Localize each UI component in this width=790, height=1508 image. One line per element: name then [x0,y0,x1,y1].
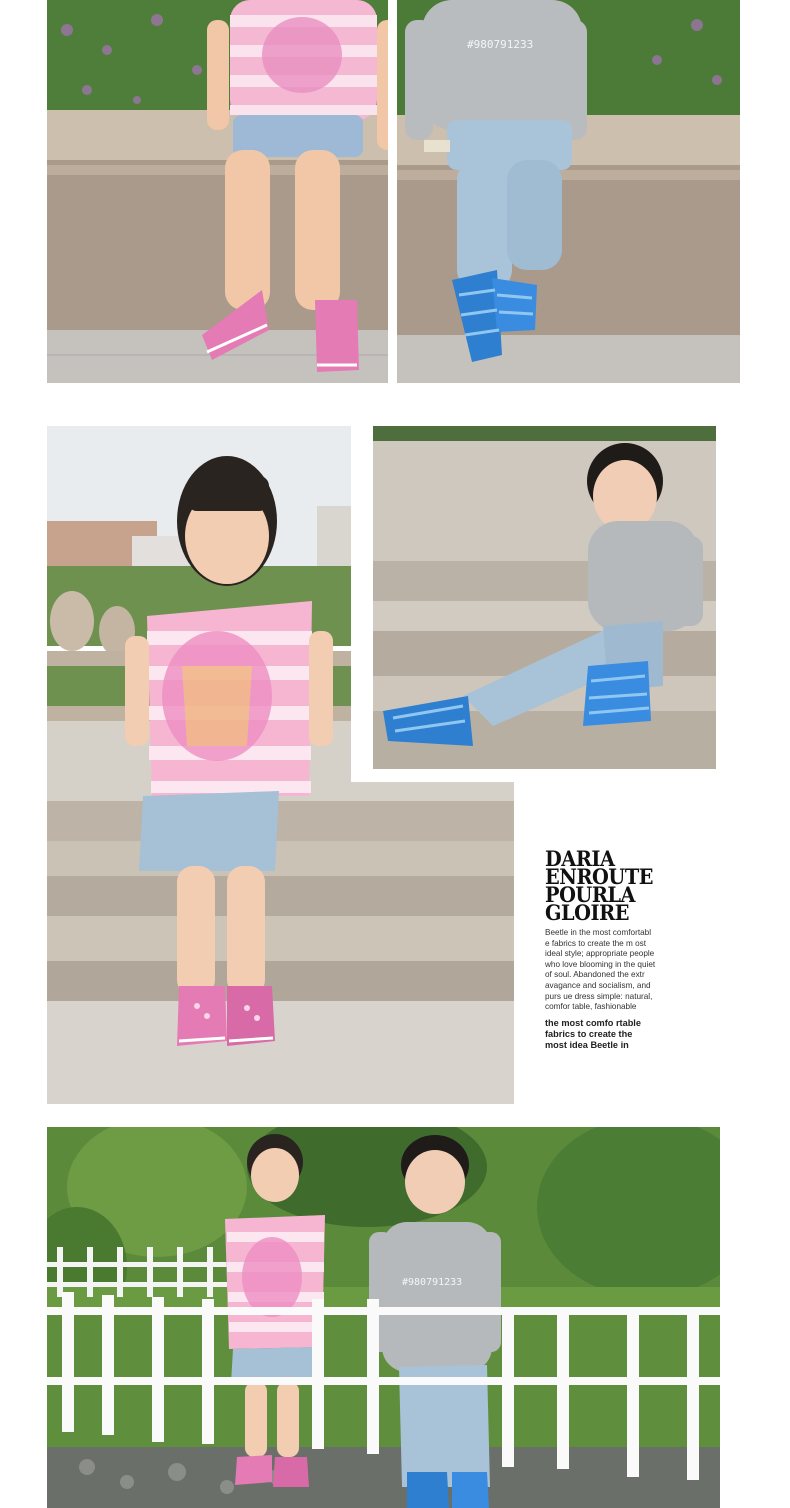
photo-boy-sitting-on-ledge [397,0,740,383]
promo-text-block [545,846,695,1051]
headline [545,846,683,925]
photo-boy-sitting-on-stairs [373,426,716,769]
bold-paragraph: the most comfo rtable fabrics to create the most idea Beetle in [545,1017,641,1050]
headline-line-2: ENROUTE [545,864,654,889]
headline-line-3: POURLA [545,882,636,907]
shirt-print-text: #980791233 [467,38,534,51]
svg-text:#980791233: #980791233 [402,1277,463,1288]
headline-line-4: GLOIRE [545,900,629,925]
body-paragraph: Beetle in the most comfortabl e fabrics to create the m ost ideal style; appropriate people who love blooming in the quiet of soul. Abandoned the extr avagance and socialism, and purs ue dress simple: natural, comfor table, fashionable [545,928,656,1012]
photo-girl-sitting-on-ledge [47,0,388,383]
headline-line-1: DARIA [545,846,615,871]
photo-kids-by-white-fence [47,1127,720,1508]
